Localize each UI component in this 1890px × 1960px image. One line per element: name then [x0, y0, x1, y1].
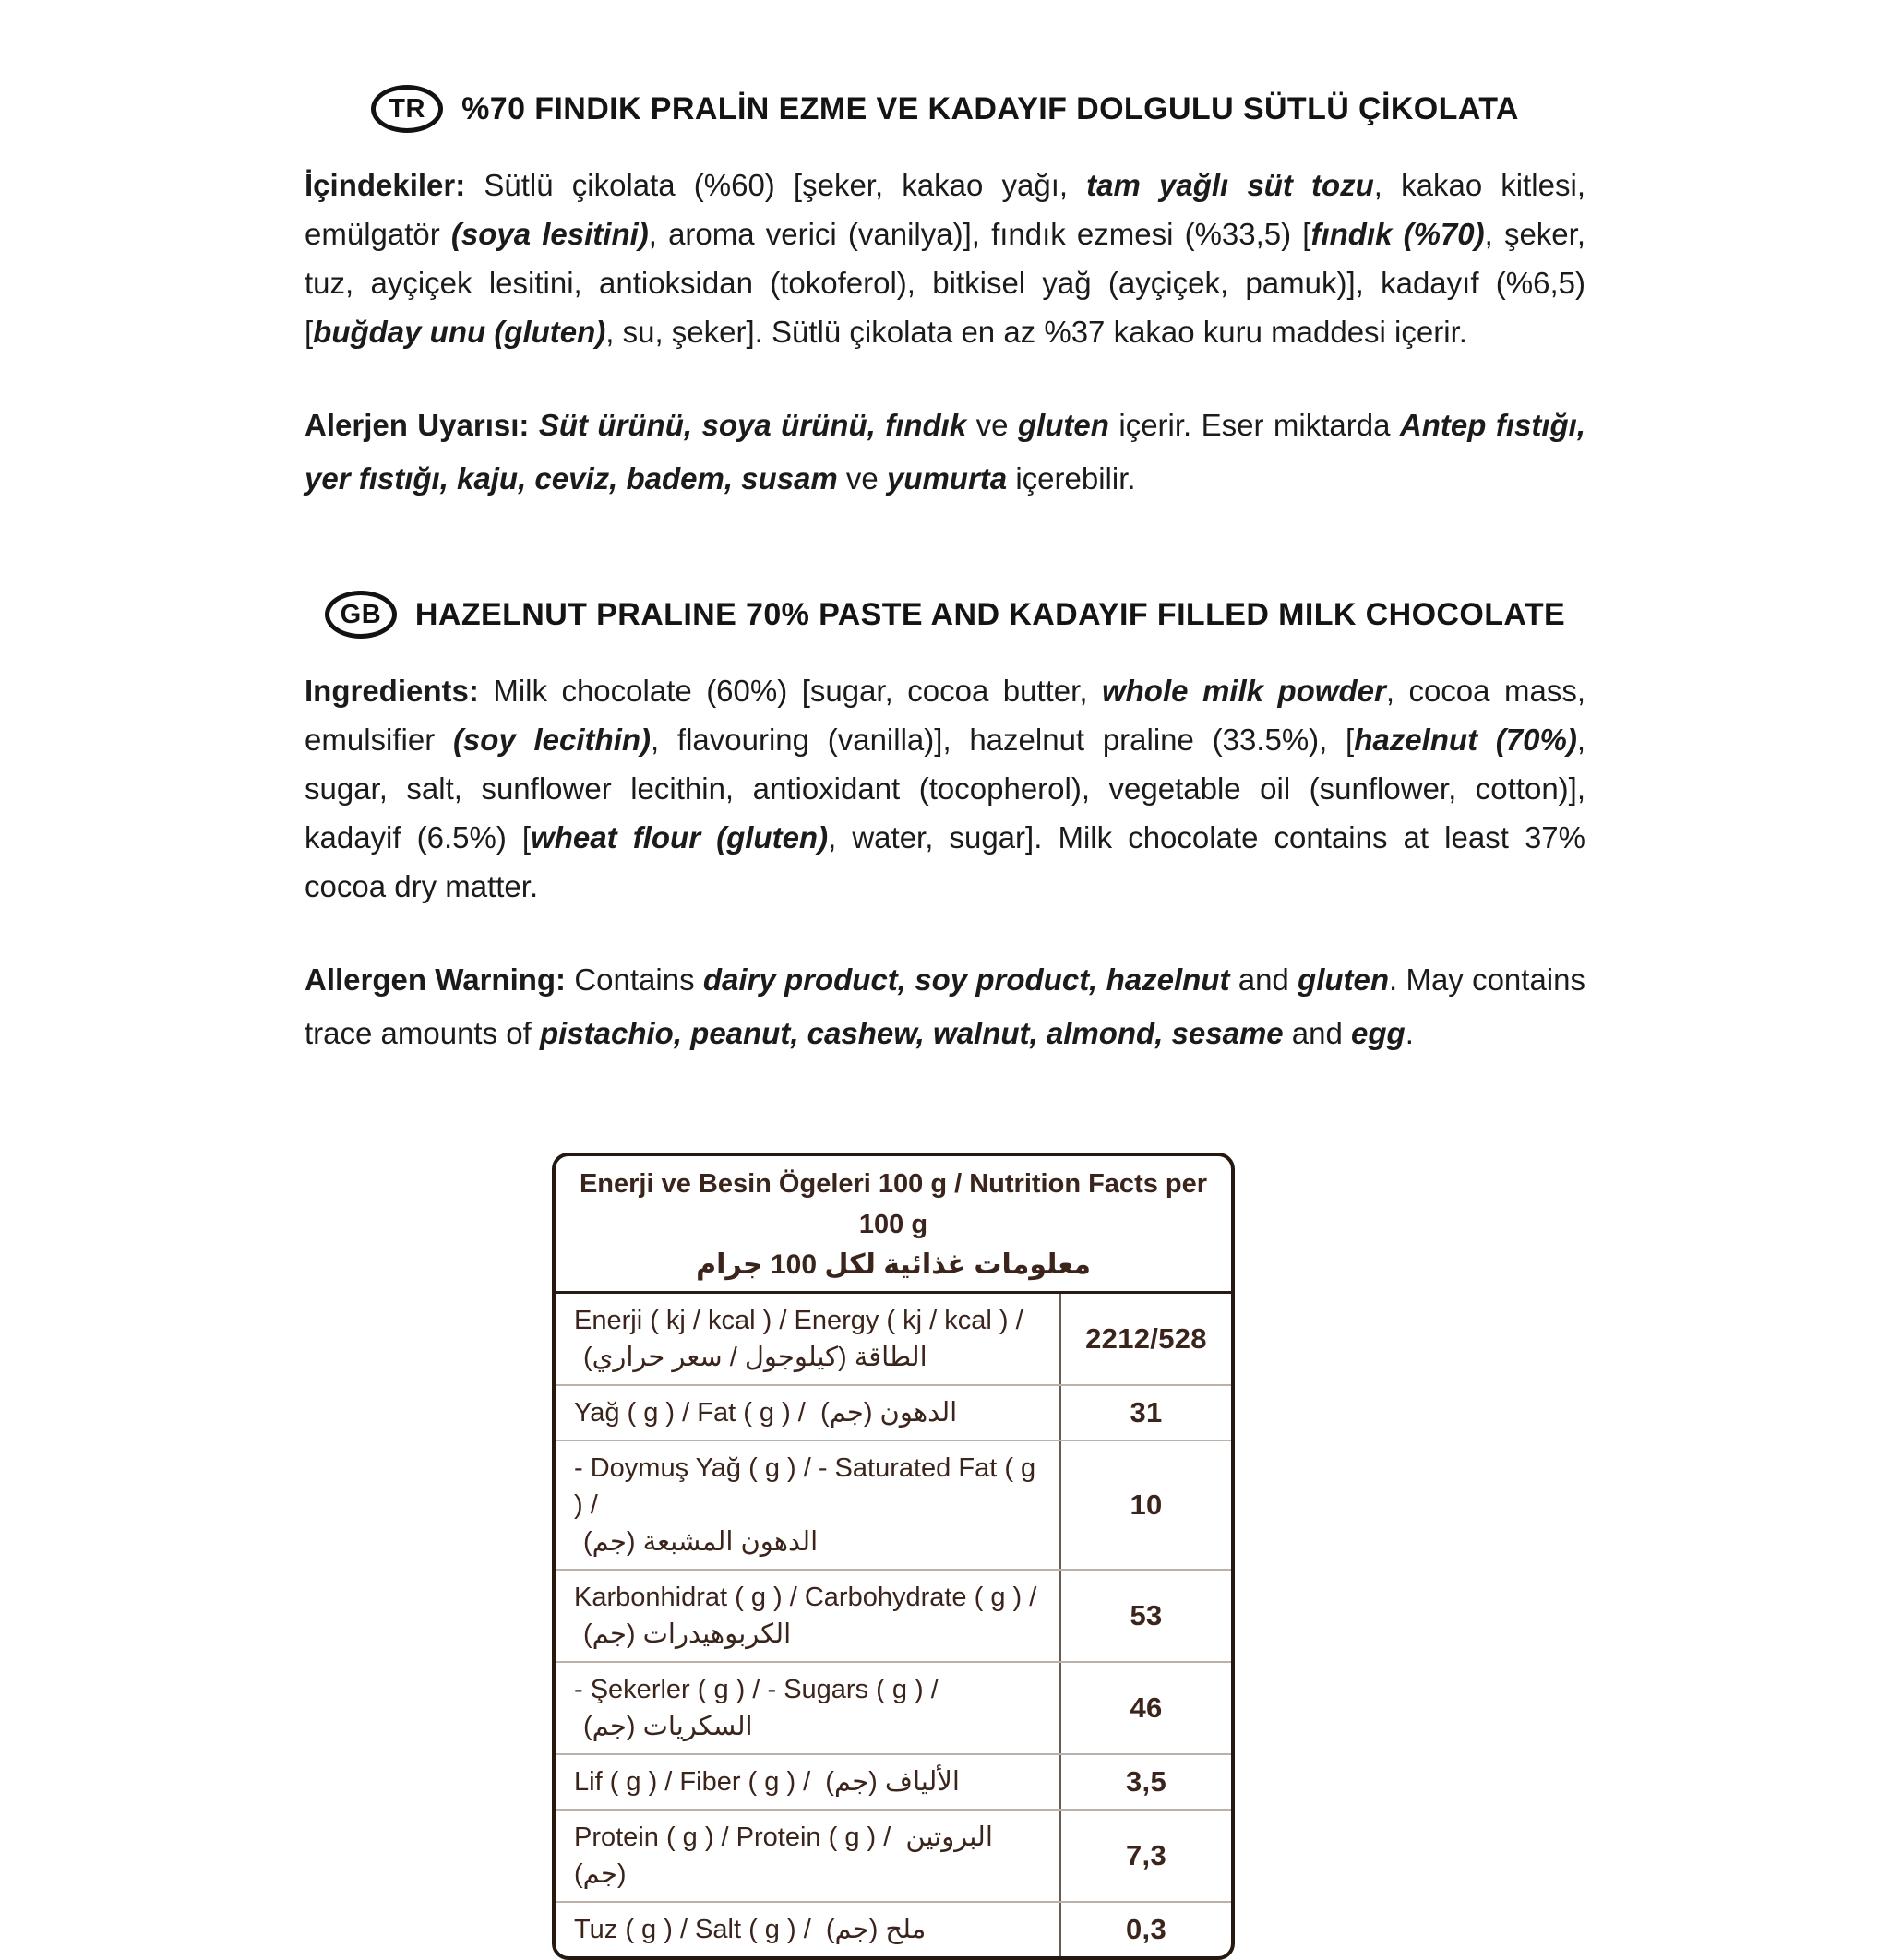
row-label: Yağ ( g ) / Fat ( g ) / — [574, 1398, 806, 1428]
tr-product-title: %70 FINDIK PRALİN EZME VE KADAYIF DOLGULU SÜTLÜ ÇİKOLATA — [461, 90, 1519, 126]
gb-section-header — [305, 591, 1585, 639]
row-label-arabic: البروتين (جم) — [574, 1823, 993, 1889]
row-value: 0,3 — [1126, 1913, 1166, 1945]
row-label-arabic: الطاقة (كيلوجول / سعر حراري) — [583, 1343, 927, 1372]
row-value: 31 — [1130, 1396, 1163, 1428]
nutrition-facts-table — [552, 1153, 1235, 1960]
gb-product-title: HAZELNUT PRALINE 70% PASTE AND KADAYIF FILLED MILK CHOCOLATE — [414, 596, 1566, 632]
table-row-salt — [556, 1903, 1231, 1956]
row-value: 2212/528 — [1085, 1322, 1207, 1355]
row-label: Tuz ( g ) / Salt ( g ) / — [574, 1915, 811, 1944]
table-row-fiber — [556, 1755, 1231, 1811]
row-value: 7,3 — [1126, 1839, 1166, 1871]
row-label: - Şekerler ( g ) / - Sugars ( g ) / — [574, 1675, 939, 1704]
table-row-sugars — [556, 1663, 1231, 1755]
table-row-carbohydrate — [556, 1571, 1231, 1663]
label-content — [305, 0, 1585, 1960]
row-label-cell — [556, 1811, 1061, 1901]
row-label: - Doymuş Yağ ( g ) / - Saturated Fat ( g ) / — [574, 1453, 1036, 1520]
row-label-arabic: الألياف (جم) — [825, 1767, 960, 1797]
row-label: Lif ( g ) / Fiber ( g ) / — [574, 1767, 811, 1797]
tr-section-header — [305, 85, 1585, 133]
row-label: Enerji ( kj / kcal ) / Energy ( kj / kcal ) / — [574, 1306, 1023, 1335]
nutrition-table-header-title: Enerji ve Besin Ögeleri 100 g / Nutrition Facts per 100 g — [579, 1169, 1208, 1239]
row-label: Protein ( g ) / Protein ( g ) / — [574, 1823, 891, 1852]
tr-language-badge-icon: TR — [371, 85, 443, 133]
row-value: 3,5 — [1126, 1765, 1166, 1798]
row-label-arabic: ملح (جم) — [825, 1915, 927, 1944]
nutrition-table-header-arabic: معلومات غذائية لكل 100 جرام — [696, 1249, 1091, 1280]
row-label-cell — [556, 1386, 1061, 1440]
table-row-saturated-fat — [556, 1441, 1231, 1571]
gb-section — [305, 591, 1585, 1060]
table-row-fat — [556, 1386, 1231, 1441]
row-label-arabic: السكريات (جم) — [583, 1712, 753, 1741]
nutrition-table-header — [556, 1156, 1231, 1294]
table-row-energy — [556, 1294, 1231, 1386]
tr-section — [305, 85, 1585, 506]
row-label-cell — [556, 1903, 1061, 1956]
row-label: Karbonhidrat ( g ) / Carbohydrate ( g ) / — [574, 1583, 1037, 1612]
row-label-cell — [556, 1663, 1061, 1753]
gb-ingredients-paragraph: Ingredients: Milk chocolate (60%) [sugar, cocoa butter, whole milk powder, cocoa mass, emulsifier (soy lecithin), flavouring (vanilla)], hazelnut praline (33.5%), [hazelnut (70%), sugar, salt, sunflower lecithin, antioxidant (tocopherol), vegetable oil (sunflower, cotton)], kadayif (6.5%) [wheat flour (gluten), water, sugar]. Milk chocolate contains at least 37% cocoa dry matter. — [305, 674, 1585, 903]
row-value: 53 — [1130, 1599, 1163, 1631]
row-label-cell — [556, 1294, 1061, 1384]
row-label-cell — [556, 1571, 1061, 1661]
row-label-cell — [556, 1441, 1061, 1569]
row-label-arabic: الدهون المشبعة (جم) — [583, 1527, 819, 1557]
row-label-arabic: الدهون (جم) — [819, 1398, 958, 1428]
row-value: 10 — [1130, 1488, 1163, 1521]
tr-allergen-paragraph: Alerjen Uyarısı: Süt ürünü, soya ürünü, fındık ve gluten içerir. Eser miktarda Antep fıstığı, yer fıstığı, kaju, ceviz, badem, susam ve yumurta içerebilir. — [305, 408, 1585, 496]
row-value: 46 — [1130, 1691, 1163, 1724]
row-label-arabic: الكربوهيدرات (جم) — [583, 1619, 792, 1649]
tr-ingredients-paragraph: İçindekiler: Sütlü çikolata (%60) [şeker, kakao yağı, tam yağlı süt tozu, kakao kitlesi, emülgatör (soya lesitini), aroma verici (vanilya)], fındık ezmesi (%33,5) [fındık (%70), şeker, tuz, ayçiçek lesitini, antioksidan (tokoferol), bitkisel yağ (ayçiçek, pamuk)], kadayıf (%6,5) [buğday unu (gluten), su, şeker]. Sütlü çikolata en az %37 kakao kuru maddesi içerir. — [305, 168, 1585, 349]
row-label-cell — [556, 1755, 1061, 1809]
gb-language-badge-icon: GB — [325, 591, 397, 639]
table-row-protein — [556, 1811, 1231, 1903]
gb-allergen-paragraph: Allergen Warning: Contains dairy product, soy product, hazelnut and gluten. May contains trace amounts of pistachio, peanut, cashew, walnut, almond, sesame and egg. — [305, 962, 1585, 1050]
